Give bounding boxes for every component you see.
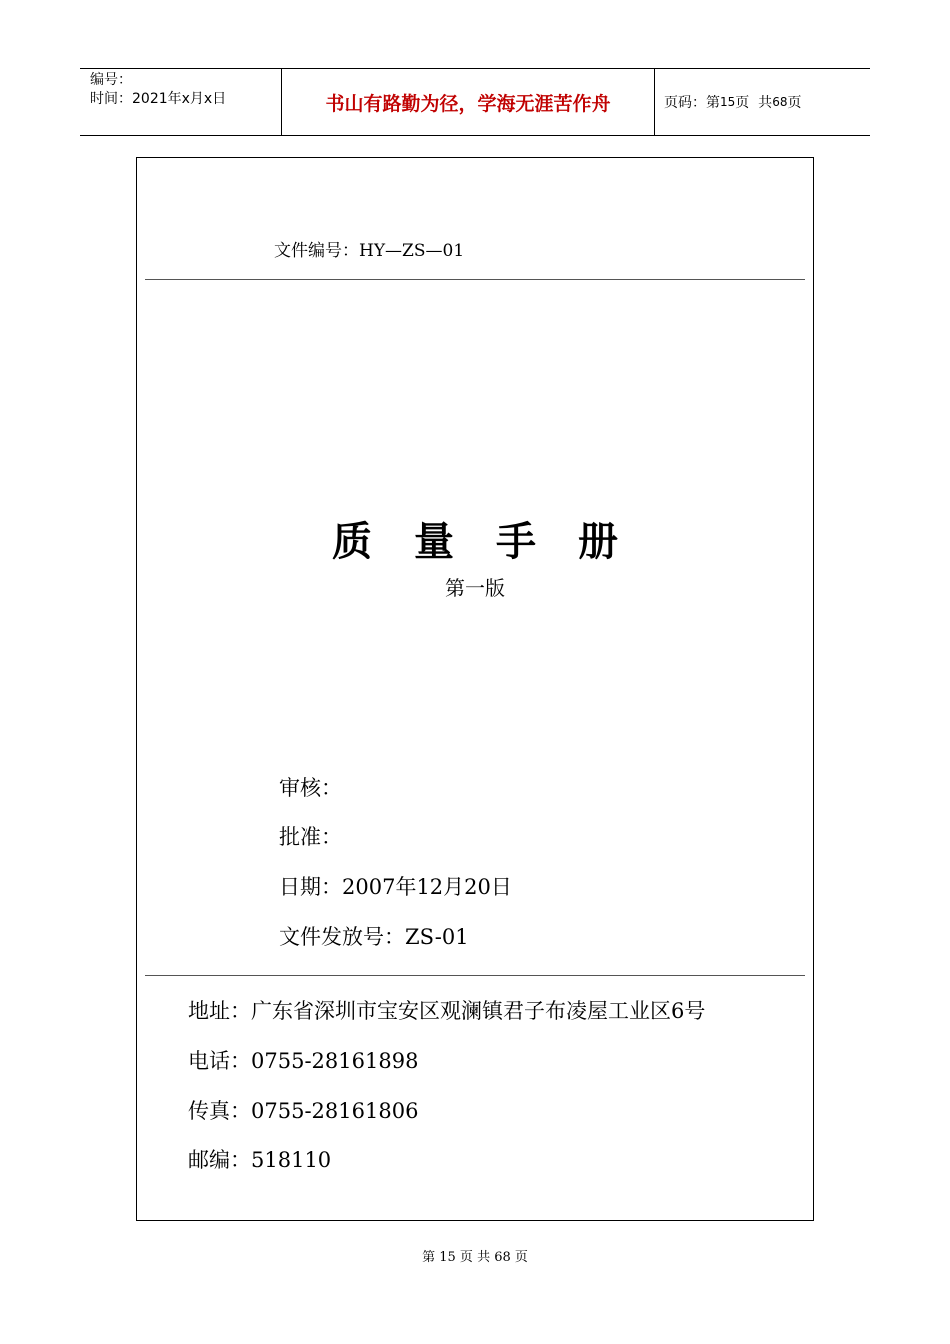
top-divider — [145, 279, 805, 280]
title-char: 册 — [578, 518, 618, 565]
issue-number-field: 文件发放号：ZS-01 — [279, 925, 469, 949]
serial-label: 编号： — [90, 72, 132, 88]
page-total: 68 — [772, 95, 788, 109]
title-char: 量 — [414, 518, 454, 565]
header-motto: 书山有路勤为径，学海无涯苦作舟 — [281, 69, 655, 135]
postcode-field: 邮编：518110 — [188, 1148, 332, 1172]
address-field: 地址：广东省深圳市宝安区观澜镇君子布凌屋工业区6号 — [188, 999, 706, 1023]
page-footer: 第 15 页 共 68 页 — [422, 1250, 528, 1265]
header-meta — [80, 69, 281, 135]
document-cover-box — [136, 157, 814, 1221]
fax-field: 传真：0755-28161806 — [188, 1099, 419, 1123]
page-label-mid: 页 共 — [735, 95, 773, 111]
time-label: 时间：2021年x月x日 — [90, 91, 227, 107]
phone-field: 电话：0755-28161898 — [188, 1049, 419, 1073]
page-header — [80, 68, 870, 136]
page-current: 15 — [720, 95, 736, 109]
title-char: 手 — [496, 518, 536, 565]
bottom-divider — [145, 975, 805, 976]
page-label-suffix: 页 — [787, 95, 802, 111]
document-number: 文件编号：HY—ZS—01 — [274, 241, 465, 261]
title-char: 质 — [332, 518, 372, 565]
header-page-info — [655, 69, 870, 135]
document-title — [137, 510, 813, 567]
date-field: 日期：2007年12月20日 — [279, 875, 512, 899]
review-field: 审核： — [279, 776, 342, 800]
approve-field: 批准： — [279, 825, 342, 849]
edition-label: 第一版 — [445, 576, 505, 600]
page-label-prefix: 页码：第 — [664, 95, 720, 111]
